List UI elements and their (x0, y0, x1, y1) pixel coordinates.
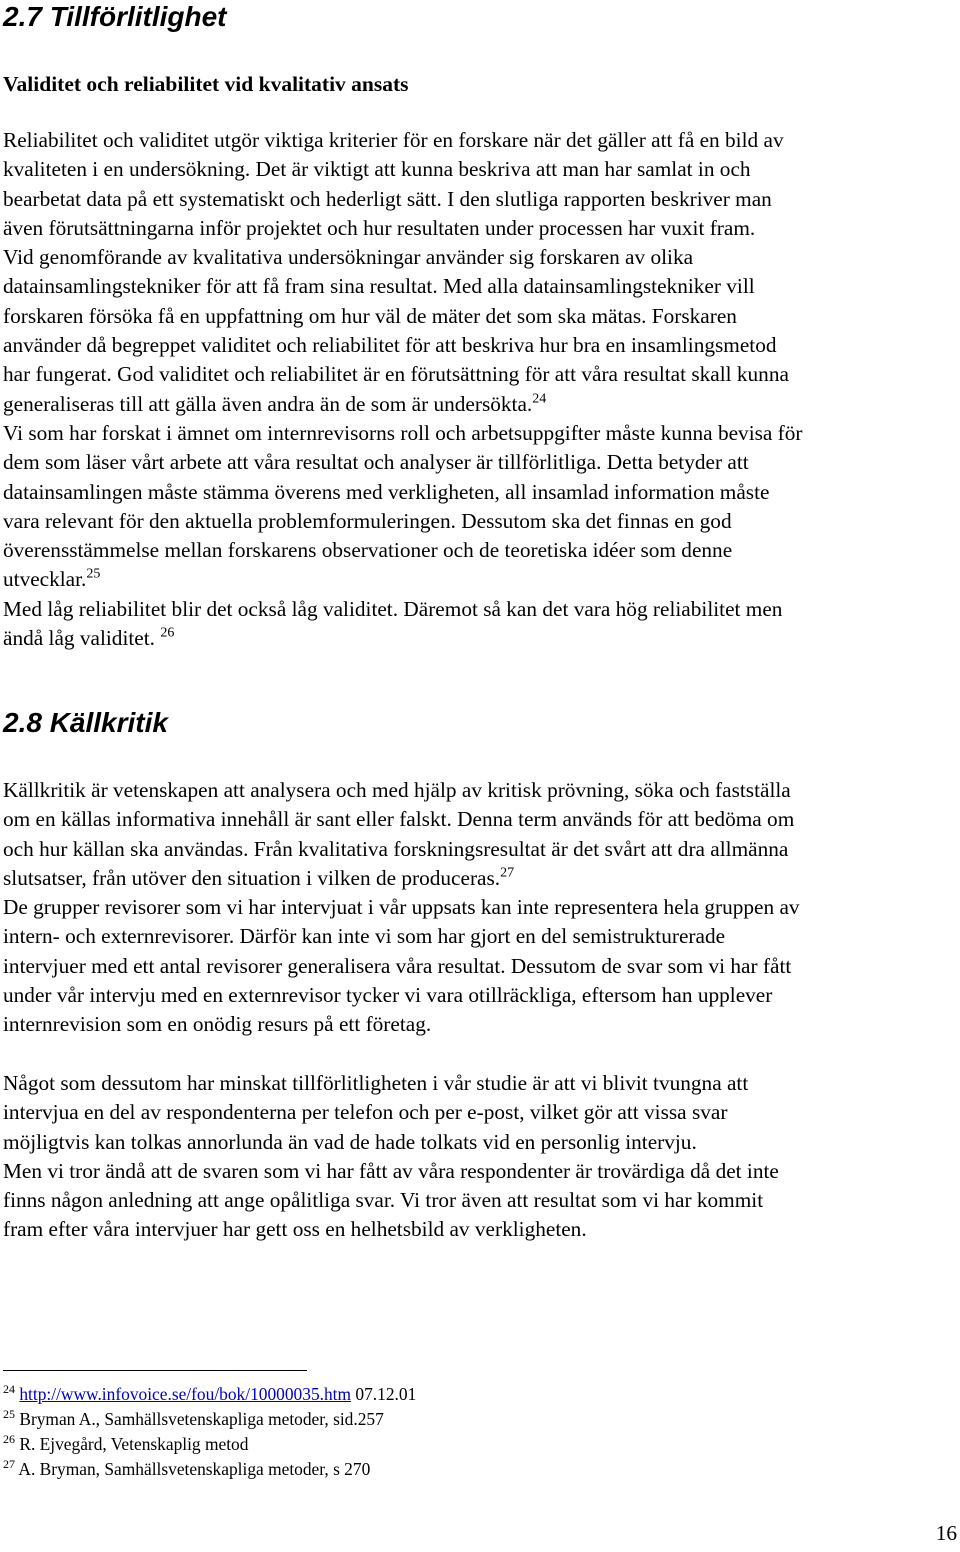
text-line: datainsamlingstekniker för att få fram sina resultat. Med alla datainsamlingstekniker vill (3, 274, 755, 299)
text-line: Reliabilitet och validitet utgör viktiga kriterier för en forskare när det gäller att få en bild av (3, 128, 784, 152)
section1-body (3, 126, 803, 653)
text-line: Något som dessutom har minskat tillförlitligheten i vår studie är att vi blivit tvungna att (3, 1071, 749, 1095)
footnotes (3, 1382, 416, 1482)
text-line: intern- och externrevisorer. Därför kan inte vi som har gjort en del semistrukturerade (3, 924, 726, 949)
text-line: under vår intervju med en externrevisor tycker vi vara otillräckliga, eftersom han upplever (3, 983, 773, 1008)
footnote-separator (3, 1370, 307, 1371)
text-line: bearbetat data på ett systematiskt och hederligt sätt. I den slutliga rapporten beskriver man (3, 186, 772, 211)
footnote-text: R. Ejvegård, Vetenskaplig metod (15, 1434, 249, 1454)
subheading-validitet: Validitet och reliabilitet vid kvalitativ ansats (3, 72, 409, 96)
footnote-number: 26 (3, 1431, 15, 1446)
footnote-link[interactable]: http://www.infovoice.se/fou/bok/10000035.htm (19, 1384, 352, 1404)
text-line: vara relevant för den aktuella problemformuleringen. Dessutom ska det finnas en god (3, 508, 732, 533)
footnote-text: Bryman A., Samhällsvetenskapliga metoder, sid.257 (15, 1409, 384, 1429)
footnote-25 (3, 1407, 416, 1432)
footnote-ref-27[interactable]: 27 (500, 865, 515, 881)
footnote-number: 27 (3, 1456, 15, 1471)
footnote-text: A. Bryman, Samhällsvetenskapliga metoder, s 270 (15, 1459, 371, 1479)
text-line: fram efter våra intervjuer har gett oss en helhetsbild av verkligheten. (3, 1217, 587, 1242)
text-line: finns någon anledning att ange opålitliga svar. Vi tror även att resultat som vi har kommit (3, 1188, 764, 1213)
text-line: intervjuer med ett antal revisorer generalisera våra resultat. Dessutom de svar som vi har fått (3, 953, 792, 978)
text-line: använder då begreppet validitet och reliabilitet för att beskriva hur bra en insamlingsmetod (3, 333, 777, 358)
page-number: 16 (935, 1521, 957, 1545)
text-line: forskaren försöka få en uppfattning om hur väl de mäter det som ska mätas. Forskaren (3, 303, 737, 328)
text-line-with-ref (3, 565, 803, 594)
text-line: kvaliteten i en undersökning. Det är viktigt att kunna beskriva att man har samlat in och (3, 157, 751, 182)
text-line: intervjua en del av respondenterna per telefon och per e-post, vilket gör att vissa svar (3, 1100, 728, 1125)
text-line: Men vi tror ändå att de svaren som vi har fått av våra respondenter är trovärdiga då det inte (3, 1158, 779, 1183)
text-line: utvecklar. (3, 567, 87, 592)
footnote-ref-26[interactable]: 26 (160, 625, 175, 641)
text-line: Vid genomförande av kvalitativa undersökningar använder sig forskaren av olika (3, 245, 694, 270)
text-line: dem som läser vårt arbete att våra resultat och analyser är tillförlitliga. Detta betyder att (3, 450, 749, 475)
text-line: har fungerat. God validitet och reliabilitet är en förutsättning för att våra resultat skall kunna (3, 362, 789, 387)
footnote-26 (3, 1432, 416, 1457)
text-line: ändå låg validitet. (3, 626, 161, 651)
text-line-with-ref (3, 390, 803, 419)
text-line-with-ref (3, 624, 803, 653)
section-heading-kallkritik: 2.8 Källkritik (3, 707, 168, 738)
section-heading-tillforlitlighet: 2.7 Tillförlitlighet (3, 1, 227, 32)
footnote-ref-24[interactable]: 24 (532, 391, 547, 407)
footnote-27 (3, 1457, 416, 1482)
text-line: generaliseras till att gälla även andra än de som är undersökta. (3, 391, 533, 416)
footnote-number: 25 (3, 1406, 15, 1421)
text-line: och hur källan ska användas. Från kvalitativa forskningsresultat är det svårt att dra allmänna (3, 836, 789, 861)
footnote-number: 24 (3, 1381, 15, 1396)
text-line: om en källas informativa innehåll är sant eller falskt. Denna term används för att bedöma om (3, 807, 795, 832)
text-line: De grupper revisorer som vi har intervjuat i vår uppsats kan inte representera hela gruppen av (3, 895, 800, 920)
text-line: internrevision som en onödig resurs på ett företag. (3, 1012, 432, 1037)
text-line: möjligtvis kan tolkas annorlunda än vad de hade tolkats vid en personlig intervju. (3, 1129, 697, 1154)
footnote-ref-25[interactable]: 25 (86, 567, 101, 583)
text-line: även förutsättningarna inför projektet och hur resultaten under processen har vuxit fram. (3, 215, 756, 240)
text-line-with-ref (3, 864, 800, 893)
footnote-24 (3, 1382, 416, 1407)
section2-body-b (3, 1069, 779, 1245)
section2-body-a (3, 776, 800, 1040)
text-line: Med låg reliabilitet blir det också låg validitet. Däremot så kan det vara hög reliabilitet men (3, 596, 783, 621)
text-line: Vi som har forskat i ämnet om internrevisorns roll och arbetsuppgifter måste kunna bevisa för (3, 420, 803, 445)
text-line: överensstämmelse mellan forskarens observationer och de teoretiska idéer som denne (3, 538, 733, 563)
text-line: Källkritik är vetenskapen att analysera och med hjälp av kritisk prövning, söka och fastställa (3, 778, 791, 802)
footnote-text: 07.12.01 (351, 1384, 417, 1404)
text-line: slutsatser, från utöver den situation i vilken de produceras. (3, 865, 501, 890)
text-line: datainsamlingen måste stämma överens med verkligheten, all insamlad information måste (3, 479, 770, 504)
